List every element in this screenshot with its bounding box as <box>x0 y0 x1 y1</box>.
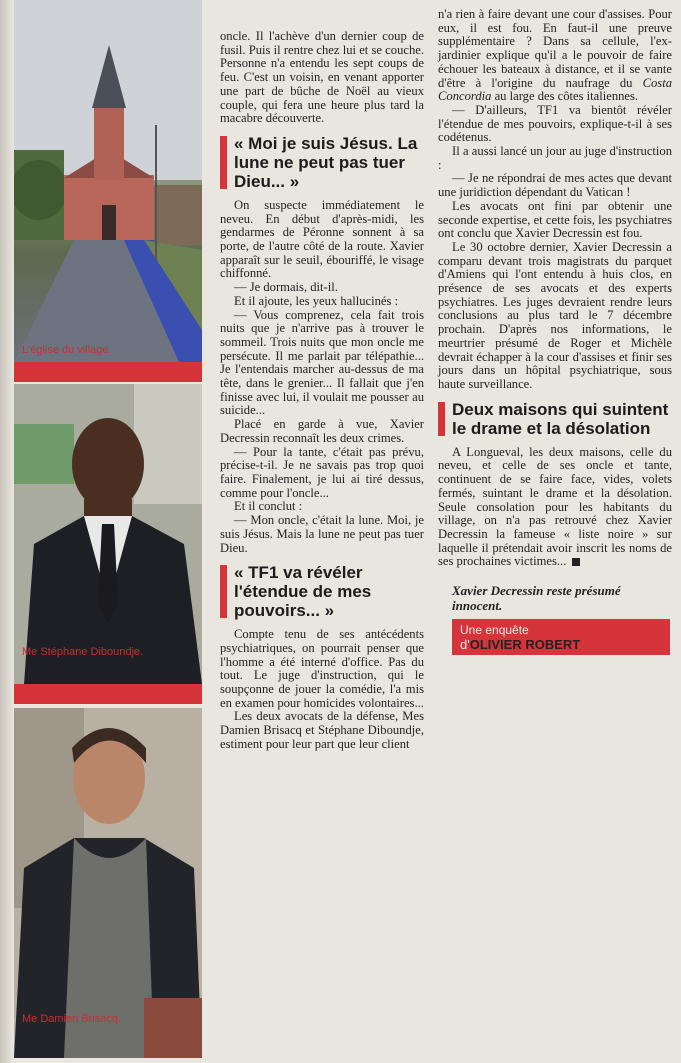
lawyer-brisacq-illustration <box>14 708 202 1058</box>
page-binding <box>0 0 14 1063</box>
lawyer-diboundje-illustration <box>14 384 202 684</box>
paragraph: Les avocats ont fini par obtenir une seconde expertise, et cette fois, les psychiatres ont conclu que Xavier Decressin est fou. <box>438 198 672 241</box>
paragraph: — Mon oncle, c'était la lune. Moi, je suis Jésus. Mais la lune ne peut pas tuer Dieu. <box>220 513 424 555</box>
article-column-2 <box>438 0 672 655</box>
paragraph: A Longueval, les deux maisons, celle du neveu, et celle de ses oncle et tante, continuent de se faire face, vides, volets fermés, suintant le drame et la désolation. Seule consolation pour les habitants du village, on n'a pas retrouvé chez Xavier Decressin la fameuse « liste noire » sur laquelle il prétendait avoir inscrit les noms de ses prochaines victimes... <box>438 444 672 569</box>
section-heading: « Moi je suis Jésus. La lune ne peut pas tuer Dieu... » <box>220 134 424 191</box>
paragraph: Compte tenu de ses antécédents psychiatriques, on pourrait penser que l'homme a été interné d'office. Pas du tout. Le juge d'instruction, qui le soupçonne de jouer la comédie, l'a mis en examen pour homicides volontaires... <box>220 627 424 710</box>
presumption-note: Xavier Decressin reste présumé innocent. <box>452 583 621 614</box>
paragraph: Placé en garde à vue, Xavier Decressin reconnaît les deux crimes. <box>220 417 424 445</box>
end-square-icon <box>572 558 580 566</box>
paragraph: Il a aussi lancé un jour au juge d'instruction : <box>438 144 672 172</box>
credit-author: d'OLIVIER ROBERT <box>460 637 581 653</box>
church-photo <box>14 0 202 362</box>
author-credit <box>452 619 670 655</box>
section-heading: « TF1 va révéler l'étendue de mes pouvoirs... » <box>220 563 424 620</box>
lawyer-brisacq-photo <box>14 708 202 1058</box>
paragraph: oncle. Il l'achève d'un dernier coup de fusil. Puis il rentre chez lui et se couche. Personne n'a entendu les sept coups de feu. C'est un voisin, en venant apporter une part de bûche de Noël au vieux couple, qui fera une heure plus tard la macabre découverte. <box>220 29 424 126</box>
church-caption: L'église du village. <box>22 344 112 356</box>
paragraph: — Je ne répondrai de mes actes que devant une juridiction dépendant du Vatican ! <box>438 171 672 200</box>
ship-name: Costa Concordia <box>438 75 672 104</box>
section-heading: Deux maisons qui suintent le drame et la désolation <box>438 400 672 438</box>
paragraph: n'a rien à faire devant une cour d'assises. Pour eux, il est fou. En faut-il une preuve supplémentaire ? Dans sa cellule, l'ex-jardinier explique qu'il a le pouvoir de faire échouer les bateaux à distance, et il se vante d'être à l'origine du naufrage du Costa Concordia au large des côtes italiennes. <box>438 7 672 104</box>
brisacq-caption: Me Damien Brisacq. <box>22 1013 122 1025</box>
paragraph: — Je dormais, dit-il. <box>234 280 338 295</box>
paragraph: — D'ailleurs, TF1 va bientôt révéler l'étendue de mes pouvoirs, explique-t-il à ses codétenus. <box>438 102 672 145</box>
diboundje-caption: Me Stéphane Diboundje. <box>22 646 144 658</box>
caption-bar <box>14 362 202 382</box>
paragraph: — Pour la tante, c'était pas prévu, précise-t-il. Je ne savais pas trop quoi faire. Finalement, je lui ai tiré dessus, comme pour l'oncle... <box>220 444 424 500</box>
paragraph: Les deux avocats de la défense, Mes Damien Brisacq et Stéphane Diboundje, estiment pour leur part que leur client <box>220 709 424 751</box>
paragraph: Le 30 octobre dernier, Xavier Decressin a comparu devant trois magistrats du parquet d'Amiens qui l'ont entendu à huis clos, en présence de ses avocats et des experts psychiatres. Les juges devraient rendre leurs conclusions au plus tard le 7 décembre prochain. D'après nos informations, le meurtrier présumé de Roger et Michèle devrait échapper à la cour d'assises et finir ses jours dans un hôpital psychiatrique, sous haute surveillance. <box>438 239 672 391</box>
paragraph: — Vous comprenez, cela fait trois nuits que je n'arrive pas à trouver le sommeil. Trois nuits que mon oncle me persécute. Il me parlait par télépathie... Je l'entendais marcher au-dessus de ma tête, dans le grenier... Il fallait que j'en finisse avec lui, il voulait me pousser au suicide... <box>220 307 424 418</box>
paragraph: Et il conclut : <box>234 499 303 514</box>
article-column-1 <box>220 0 424 752</box>
caption-bar <box>14 684 202 704</box>
lawyer-diboundje-photo <box>14 384 202 684</box>
paragraph: On suspecte immédiatement le neveu. En début d'après-midi, les gendarmes de Péronne sonnent à sa porte, de l'autre côté de la route. Xavier apparaît sur le seuil, ébouriffé, le visage chiffonné. <box>220 197 424 281</box>
paragraph: Et il ajoute, les yeux hallucinés : <box>234 293 399 308</box>
photo-column <box>14 0 202 1063</box>
church-illustration <box>14 0 202 362</box>
credit-label: Une enquête <box>460 623 529 638</box>
